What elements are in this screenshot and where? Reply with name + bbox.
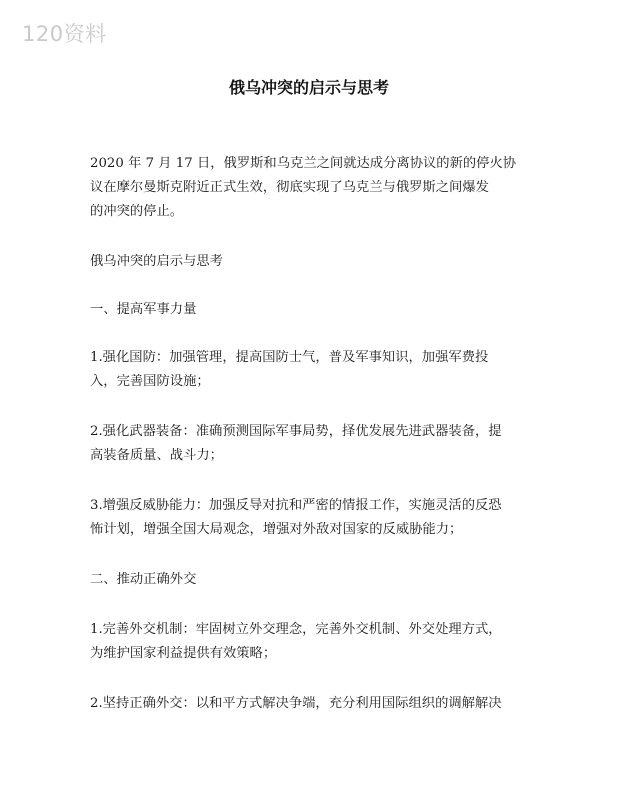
list-item-counter-threat: 3.增强反威胁能力：加强反导对抗和严密的情报工作，实施灵活的反恐 怖计划，增强全国大局观念，增强对外敌对国家的反威胁能力； — [90, 498, 502, 537]
list-item-correct-diplomacy: 2.坚持正确外交：以和平方式解决争端，充分利用国际组织的调解解决 — [90, 696, 502, 711]
intro-paragraph: 2020 年 7 月 17 日，俄罗斯和乌克兰之间就达成分离协议的新的停火协 议在摩尔曼斯克附近正式生效，彻底实现了乌克兰与俄罗斯之间爆发 的冲突的停止。 — [90, 156, 517, 219]
subtitle-paragraph: 俄乌冲突的启示与思考 — [90, 254, 223, 269]
watermark-logo: 120资料 — [22, 22, 107, 46]
list-item-weapons: 2.强化武器装备：准确预测国际军事局势，择优发展先进武器装备，提 高装备质量、战斗力； — [90, 424, 502, 463]
document-title: 俄乌冲突的启示与思考 — [228, 78, 389, 97]
section-heading-diplomacy: 二、推动正确外交 — [90, 572, 197, 587]
list-item-defense: 1.强化国防：加强管理，提高国防士气，普及军事知识，加强军费投 入，完善国防设施； — [90, 350, 489, 389]
section-heading-military: 一、提高军事力量 — [90, 302, 197, 317]
list-item-diplomatic-mechanism: 1.完善外交机制：牢固树立外交理念，完善外交机制、外交处理方式， 为维护国家利益提供有效策略； — [90, 622, 502, 661]
